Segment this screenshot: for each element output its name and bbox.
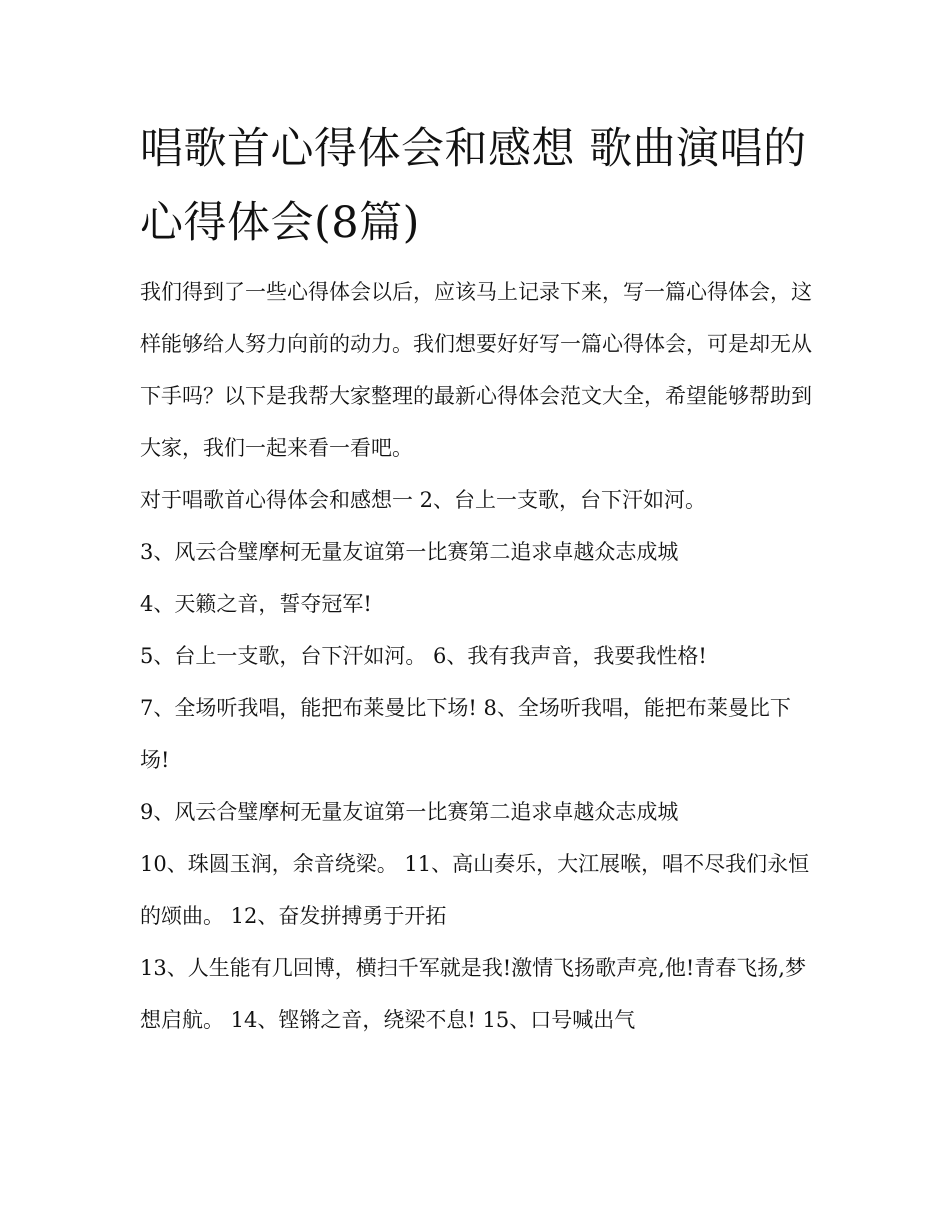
list-item: 7、全场听我唱，能把布莱曼比下场! 8、全场听我唱，能把布莱曼比下场! — [140, 696, 791, 772]
document-title: 唱歌首心得体会和感想 歌曲演唱的心得体会(8篇) — [140, 124, 807, 248]
list-item: 13、人生能有几回博，横扫千军就是我!激情飞扬歌声亮,他!青春飞扬,梦想启航。 14、铿锵之音，绕梁不息! 15、口号喊出气 — [140, 956, 806, 1032]
list-item: 10、珠圆玉润，余音绕梁。 11、高山奏乐，大江展喉，唱不尽我们永恒的颂曲。 12、奋发拼搏勇于开拓 — [140, 852, 810, 928]
slogan-list — [140, 474, 812, 1046]
list-item: 4、天籁之音，誓夺冠军! — [140, 592, 372, 616]
list-item: 9、风云合璧摩柯无量友谊第一比赛第二追求卓越众志成城 — [140, 800, 679, 824]
list-item: 对于唱歌首心得体会和感想一 2、台上一支歌，台下汗如河。 — [140, 488, 707, 512]
list-item: 3、风云合璧摩柯无量友谊第一比赛第二追求卓越众志成城 — [140, 540, 679, 564]
list-item: 5、台上一支歌，台下汗如河。 6、我有我声音，我要我性格! — [140, 644, 707, 668]
document-page — [140, 112, 812, 1046]
intro-paragraph: 我们得到了一些心得体会以后，应该马上记录下来，写一篇心得体会，这样能够给人努力向前的动力。我们想要好好写一篇心得体会，可是却无从下手吗？以下是我帮大家整理的最新心得体会范文大全，希望能够帮助到大家，我们一起来看一看吧。 — [140, 280, 812, 460]
